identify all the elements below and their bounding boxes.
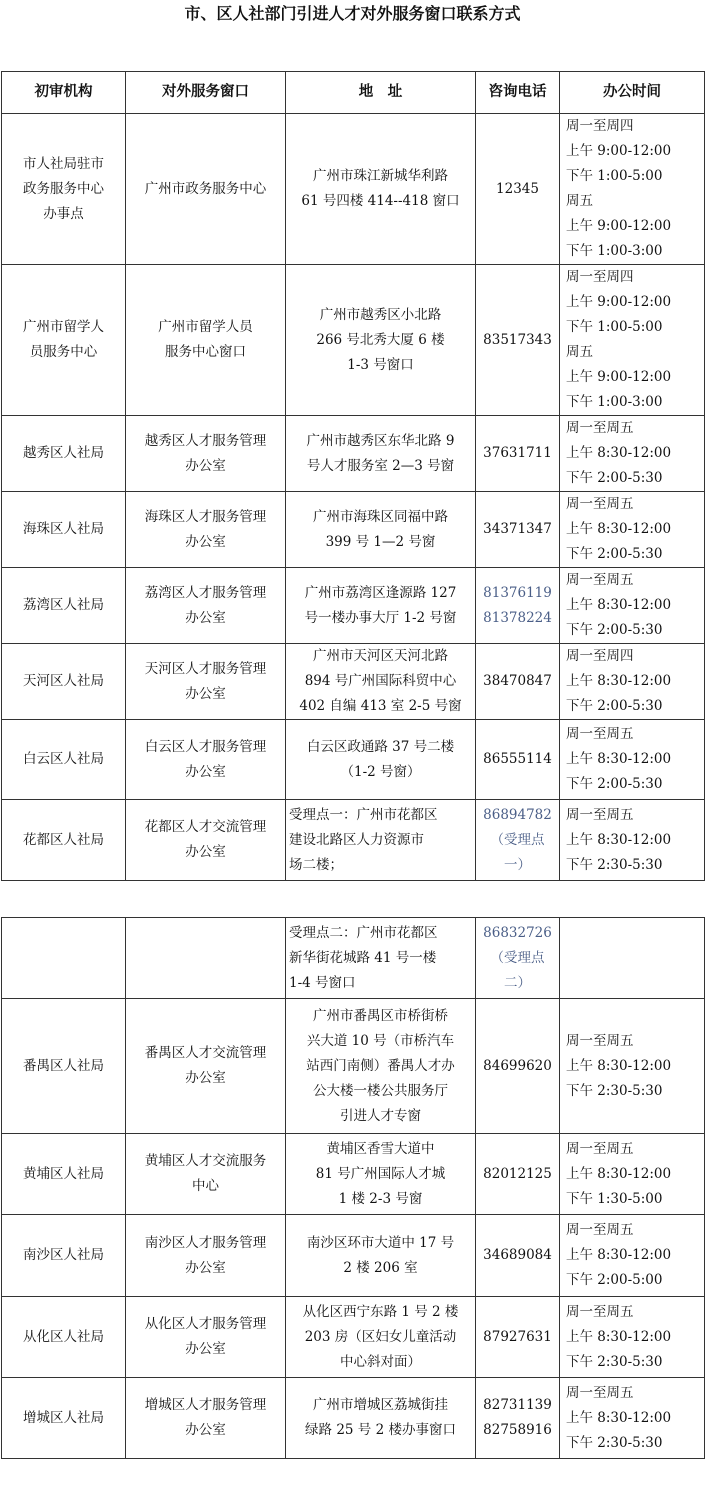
hours-cell <box>560 720 705 800</box>
org-cell <box>2 1378 126 1459</box>
window-cell <box>126 800 286 881</box>
address-cell <box>286 918 476 999</box>
address-line: 兴大道 10 号（市桥汽车 <box>306 1032 455 1049</box>
phone-cell <box>476 568 560 644</box>
address-line: 203 房（区妇女儿童活动 <box>304 1328 457 1345</box>
hours-line: 周一至周四 <box>566 648 634 664</box>
window-line: 办公室 <box>185 1259 226 1276</box>
window-line: 从化区人才服务管理 <box>144 1316 267 1332</box>
org-line: 办事点 <box>43 205 84 222</box>
address-line: 广州市海珠区同福中路 <box>313 508 448 525</box>
window-cell <box>126 114 286 265</box>
hours-line: 周一至周四 <box>566 269 634 285</box>
address-cell <box>286 568 476 644</box>
hours-line: 下午 1:30-5:00 <box>566 1190 663 1207</box>
window-line: 办公室 <box>185 609 226 626</box>
phone-cell <box>476 644 560 720</box>
org-cell <box>2 800 126 881</box>
phone-line: 81376119 <box>483 584 552 601</box>
table-row <box>2 644 705 720</box>
hours-cell <box>560 644 705 720</box>
phone-line: 37631711 <box>483 445 552 461</box>
table-row <box>2 568 705 644</box>
window-line: 办公室 <box>185 685 226 702</box>
hours-line: 上午 8:30-12:00 <box>566 751 672 767</box>
phone-line: 82012125 <box>483 1165 552 1182</box>
phone-line: （受理点 <box>490 949 545 966</box>
phone-line: 86894782 <box>483 806 552 823</box>
hours-cell <box>560 1297 705 1378</box>
window-line: 花都区人才交流管理 <box>144 819 267 835</box>
phone-line: 84699620 <box>483 1057 552 1074</box>
phone-cell <box>476 720 560 800</box>
org-line: 荔湾区人社局 <box>23 597 104 613</box>
address-cell <box>286 999 476 1134</box>
org-line: 白云区人社局 <box>23 751 104 767</box>
hours-line: 周一至周五 <box>566 726 634 742</box>
address-line: 894 号广州国际科贸中心 <box>304 673 457 689</box>
window-cell <box>126 1134 286 1215</box>
table-row <box>2 1297 705 1378</box>
hours-line: 下午 2:00-5:30 <box>566 776 663 792</box>
window-line: 越秀区人才服务管理 <box>144 432 267 449</box>
window-cell <box>126 265 286 416</box>
hours-line: 下午 2:00-5:30 <box>566 698 663 714</box>
org-line: 广州市留学人 <box>23 319 104 335</box>
hours-line: 上午 8:30-12:00 <box>566 831 672 848</box>
hours-line: 周一至周五 <box>566 496 634 512</box>
address-line: 引进人才专窗 <box>340 1107 421 1124</box>
header-window: 对外服务窗口 <box>126 72 286 114</box>
address-cell <box>286 1378 476 1459</box>
org-cell <box>2 918 126 999</box>
address-line: 新华街花城路 41 号一楼 <box>289 949 437 966</box>
address-line: 广州市番禺区市桥街桥 <box>313 1007 448 1024</box>
address-line: 公大楼一楼公共服务厅 <box>313 1082 448 1099</box>
hours-line: 上午 8:30-12:00 <box>566 445 672 461</box>
window-cell <box>126 918 286 999</box>
org-cell <box>2 416 126 492</box>
phone-cell <box>476 265 560 416</box>
hours-line: 周一至周五 <box>566 1384 634 1401</box>
hours-cell <box>560 265 705 416</box>
hours-line: 周一至周五 <box>566 572 634 588</box>
address-line: 402 自编 413 室 2-5 号窗 <box>299 698 462 714</box>
phone-cell <box>476 114 560 265</box>
hours-line: 上午 9:00-12:00 <box>566 294 672 310</box>
phone-line: 二） <box>504 974 531 991</box>
hours-line: 上午 8:30-12:00 <box>566 521 672 537</box>
address-line: 南沙区环市大道中 17 号 <box>306 1234 455 1251</box>
hours-line: 上午 9:00-12:00 <box>566 143 672 159</box>
org-line: 黄埔区人社局 <box>23 1165 104 1182</box>
phone-cell <box>476 492 560 568</box>
window-line: 荔湾区人才服务管理 <box>144 584 267 601</box>
address-line: 站西门南侧）番禺人才办 <box>306 1057 455 1074</box>
hours-line: 下午 2:30-5:30 <box>566 1082 663 1099</box>
phone-line: 34689084 <box>483 1247 552 1263</box>
address-cell <box>286 114 476 265</box>
phone-cell <box>476 800 560 881</box>
phone-line: 12345 <box>496 180 539 197</box>
window-cell <box>126 1215 286 1297</box>
window-cell <box>126 999 286 1134</box>
hours-line: 上午 9:00-12:00 <box>566 369 672 385</box>
phone-cell <box>476 1215 560 1297</box>
hours-line: 上午 8:30-12:00 <box>566 1165 672 1182</box>
table-row <box>2 1134 705 1215</box>
hours-line: 周五 <box>566 193 593 209</box>
header-phone: 咨询电话 <box>476 72 560 114</box>
header-address: 地 址 <box>286 72 476 114</box>
org-cell <box>2 1134 126 1215</box>
org-line: 政务服务中心 <box>23 180 104 197</box>
org-line: 从化区人社局 <box>23 1328 104 1345</box>
window-line: 海珠区人才服务管理 <box>144 508 267 525</box>
window-line: 黄埔区人才交流服务 <box>144 1153 267 1169</box>
phone-cell <box>476 1134 560 1215</box>
phone-line: 82731139 <box>483 1397 552 1413</box>
window-line: 番禺区人才交流管理 <box>144 1045 267 1061</box>
window-cell <box>126 416 286 492</box>
address-cell <box>286 492 476 568</box>
hours-cell <box>560 1378 705 1459</box>
address-line: 场二楼； <box>289 856 343 873</box>
hours-line: 上午 8:30-12:00 <box>566 673 672 689</box>
phone-cell <box>476 1378 560 1459</box>
hours-line: 周一至周五 <box>566 1222 634 1238</box>
window-cell <box>126 644 286 720</box>
table-header-row <box>2 72 705 114</box>
hours-cell <box>560 1215 705 1297</box>
hours-cell <box>560 114 705 265</box>
hours-line: 下午 1:00-5:00 <box>566 168 663 184</box>
phone-cell <box>476 416 560 492</box>
hours-line: 上午 8:30-12:00 <box>566 1328 672 1345</box>
org-line: 海珠区人社局 <box>23 521 104 537</box>
phone-line: 82758916 <box>483 1422 552 1438</box>
table-row <box>2 492 705 568</box>
address-line: （1-2 号窗） <box>340 763 421 780</box>
window-line: 办公室 <box>185 1341 226 1357</box>
org-cell <box>2 492 126 568</box>
window-line: 南沙区人才服务管理 <box>144 1234 267 1251</box>
org-cell <box>2 568 126 644</box>
table-row <box>2 114 705 265</box>
window-line: 办公室 <box>185 1422 226 1438</box>
phone-line: 83517343 <box>483 331 552 348</box>
window-cell <box>126 492 286 568</box>
hours-line: 下午 1:00-3:00 <box>566 243 663 259</box>
window-line: 办公室 <box>185 457 226 474</box>
org-cell <box>2 1297 126 1378</box>
hours-line: 上午 8:30-12:00 <box>566 1057 672 1074</box>
address-cell <box>286 644 476 720</box>
window-line: 广州市政务服务中心 <box>144 180 267 197</box>
org-line: 花都区人社局 <box>23 831 104 848</box>
phone-line: 86832726 <box>483 924 552 941</box>
org-line: 员服务中心 <box>29 344 98 360</box>
hours-line: 下午 2:00-5:00 <box>566 1272 663 1288</box>
phone-line: 34371347 <box>483 521 552 537</box>
window-line: 服务中心窗口 <box>165 344 246 360</box>
org-line: 增城区人社局 <box>23 1409 104 1426</box>
window-line: 白云区人才服务管理 <box>144 738 267 755</box>
hours-line: 周一至周五 <box>566 1140 634 1157</box>
address-line: 受理点一：广州市花都区 <box>289 806 438 823</box>
org-cell <box>2 114 126 265</box>
phone-line: 86555114 <box>483 751 552 767</box>
org-line: 天河区人社局 <box>23 673 104 689</box>
window-line: 增城区人才服务管理 <box>144 1397 267 1413</box>
contact-table-part-1 <box>1 71 705 881</box>
window-cell <box>126 720 286 800</box>
table-row <box>2 918 705 999</box>
window-line: 办公室 <box>185 844 226 860</box>
hours-cell <box>560 918 705 999</box>
hours-cell <box>560 1134 705 1215</box>
table-row <box>2 1378 705 1459</box>
org-line: 越秀区人社局 <box>23 445 104 461</box>
org-cell <box>2 999 126 1134</box>
hours-line: 下午 2:00-5:30 <box>566 470 663 486</box>
hours-cell <box>560 492 705 568</box>
hours-cell <box>560 800 705 881</box>
address-line: 白云区政通路 37 号二楼 <box>306 738 455 755</box>
address-line: 绿路 25 号 2 楼办事窗口 <box>305 1422 456 1438</box>
address-line: 黄埔区香雪大道中 <box>326 1140 435 1157</box>
address-cell <box>286 265 476 416</box>
address-line: 266 号北秀大厦 6 楼 <box>316 331 445 348</box>
table-row <box>2 1215 705 1297</box>
address-cell <box>286 1297 476 1378</box>
address-line: 受理点二：广州市花都区 <box>289 924 438 941</box>
address-line: 广州市越秀区小北路 <box>319 306 442 323</box>
phone-line: 一） <box>504 856 531 873</box>
hours-line: 下午 1:00-5:00 <box>566 319 663 335</box>
window-line: 广州市留学人员 <box>158 319 253 335</box>
address-cell <box>286 720 476 800</box>
address-line: 399 号 1—2 号窗 <box>325 533 436 550</box>
hours-line: 周一至周五 <box>566 1303 634 1320</box>
phone-cell <box>476 1297 560 1378</box>
address-line: 61 号四楼 414--418 窗口 <box>301 193 460 209</box>
table-row <box>2 800 705 881</box>
window-line: 办公室 <box>185 533 226 550</box>
window-line: 办公室 <box>185 763 226 780</box>
address-cell <box>286 416 476 492</box>
address-cell <box>286 800 476 881</box>
hours-line: 下午 2:30-5:30 <box>566 1434 663 1451</box>
phone-line: 87927631 <box>483 1328 552 1345</box>
hours-line: 上午 9:00-12:00 <box>566 218 672 234</box>
window-cell <box>126 1297 286 1378</box>
address-line: 广州市荔湾区逢源路 127 <box>304 584 457 601</box>
table-row <box>2 416 705 492</box>
hours-line: 下午 2:00-5:30 <box>566 622 663 638</box>
address-line: 1-3 号窗口 <box>347 356 414 373</box>
header-hours: 办公时间 <box>560 72 705 114</box>
table-row <box>2 999 705 1134</box>
hours-cell <box>560 416 705 492</box>
org-line: 市人社局驻市 <box>23 155 104 172</box>
hours-line: 上午 8:30-12:00 <box>566 1409 672 1426</box>
phone-cell <box>476 918 560 999</box>
hours-cell <box>560 999 705 1134</box>
address-line: 1 楼 2-3 号窗 <box>338 1190 423 1207</box>
phone-line: 81378224 <box>483 609 552 626</box>
address-line: 广州市珠江新城华利路 <box>313 168 448 184</box>
address-line: 广州市增城区荔城街挂 <box>313 1397 448 1413</box>
table-row <box>2 265 705 416</box>
org-cell <box>2 1215 126 1297</box>
hours-line: 下午 2:00-5:30 <box>566 546 663 562</box>
address-line: 2 楼 206 室 <box>343 1259 418 1276</box>
window-line: 办公室 <box>185 1070 226 1086</box>
phone-line: 38470847 <box>483 673 552 689</box>
address-line: 号人才服务室 2—3 号窗 <box>306 457 455 474</box>
window-cell <box>126 568 286 644</box>
address-line: 建设北路区人力资源市 <box>289 831 424 848</box>
hours-line: 下午 1:00-3:00 <box>566 394 663 410</box>
address-line: 81 号广州国际人才城 <box>315 1165 446 1182</box>
phone-line: （受理点 <box>490 831 545 848</box>
address-line: 1-4 号窗口 <box>289 974 356 991</box>
org-cell <box>2 644 126 720</box>
hours-line: 周一至周五 <box>566 1032 634 1049</box>
address-line: 号一楼办事大厅 1-2 号窗 <box>304 609 457 626</box>
window-line: 中心 <box>192 1178 219 1194</box>
address-line: 中心斜对面） <box>340 1353 421 1370</box>
table-row <box>2 720 705 800</box>
hours-line: 上午 8:30-12:00 <box>566 1247 672 1263</box>
header-org: 初审机构 <box>2 72 126 114</box>
address-cell <box>286 1134 476 1215</box>
phone-cell <box>476 999 560 1134</box>
address-line: 广州市越秀区东华北路 9 <box>306 432 455 449</box>
org-line: 南沙区人社局 <box>23 1247 104 1263</box>
window-line: 天河区人才服务管理 <box>144 660 267 677</box>
page-title: 市、区人社部门引进人才对外服务窗口联系方式 <box>184 4 521 23</box>
address-line: 广州市天河区天河北路 <box>313 648 448 664</box>
hours-line: 周一至周四 <box>566 118 634 134</box>
org-cell <box>2 265 126 416</box>
contact-table-part-2 <box>1 917 705 1459</box>
hours-line: 上午 8:30-12:00 <box>566 597 672 613</box>
org-cell <box>2 720 126 800</box>
hours-line: 下午 2:30-5:30 <box>566 1353 663 1370</box>
hours-line: 周一至周五 <box>566 806 634 823</box>
address-line: 从化区西宁东路 1 号 2 楼 <box>302 1303 459 1320</box>
address-cell <box>286 1215 476 1297</box>
hours-cell <box>560 568 705 644</box>
hours-line: 下午 2:30-5:30 <box>566 856 663 873</box>
hours-line: 周五 <box>566 344 593 360</box>
hours-line: 周一至周五 <box>566 420 634 436</box>
org-line: 番禺区人社局 <box>23 1057 104 1074</box>
window-cell <box>126 1378 286 1459</box>
